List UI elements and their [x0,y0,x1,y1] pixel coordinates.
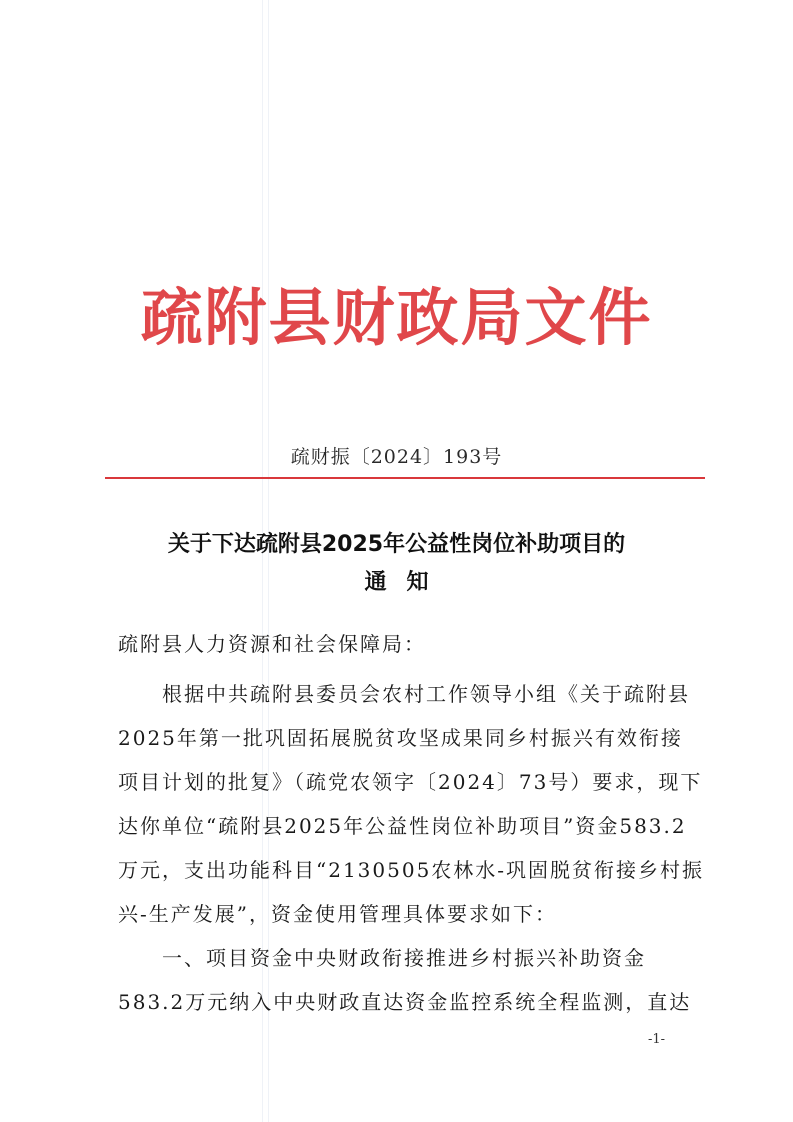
body-line: 万元，支出功能科目“2130505农林水-巩固脱贫衔接乡村振 [118,858,705,882]
notice-title [0,526,793,602]
document-number: 疏财振〔2024〕193号 [290,446,503,468]
page-number: -1- [648,1032,666,1047]
body-line: 583.2万元纳入中央财政直达资金监控系统全程监测，直达 [118,990,692,1014]
body-line: 根据中共疏附县委员会农村工作领导小组《关于疏附县 [118,682,690,706]
body-line: 一、项目资金中央财政衔接推进乡村振兴补助资金 [118,946,646,970]
addressee: 疏附县人力资源和社会保障局： [118,632,426,656]
body-line: 兴-生产发展”，资金使用管理具体要求如下： [118,902,557,926]
red-divider-line [105,477,705,479]
notice-title-line2: 通知 [364,570,449,595]
body-line: 2025年第一批巩固拓展脱贫攻坚成果同乡村振兴有效衔接 [118,726,683,750]
document-header-title: 疏附县财政局文件 [140,281,653,354]
body-line: 达你单位“疏附县2025年公益性岗位补助项目”资金583.2 [118,814,687,838]
notice-title-line1: 关于下达疏附县2025年公益性岗位补助项目的 [167,532,626,557]
body-line: 项目计划的批复》（疏党农领字〔2024〕73号）要求，现下 [118,770,703,794]
